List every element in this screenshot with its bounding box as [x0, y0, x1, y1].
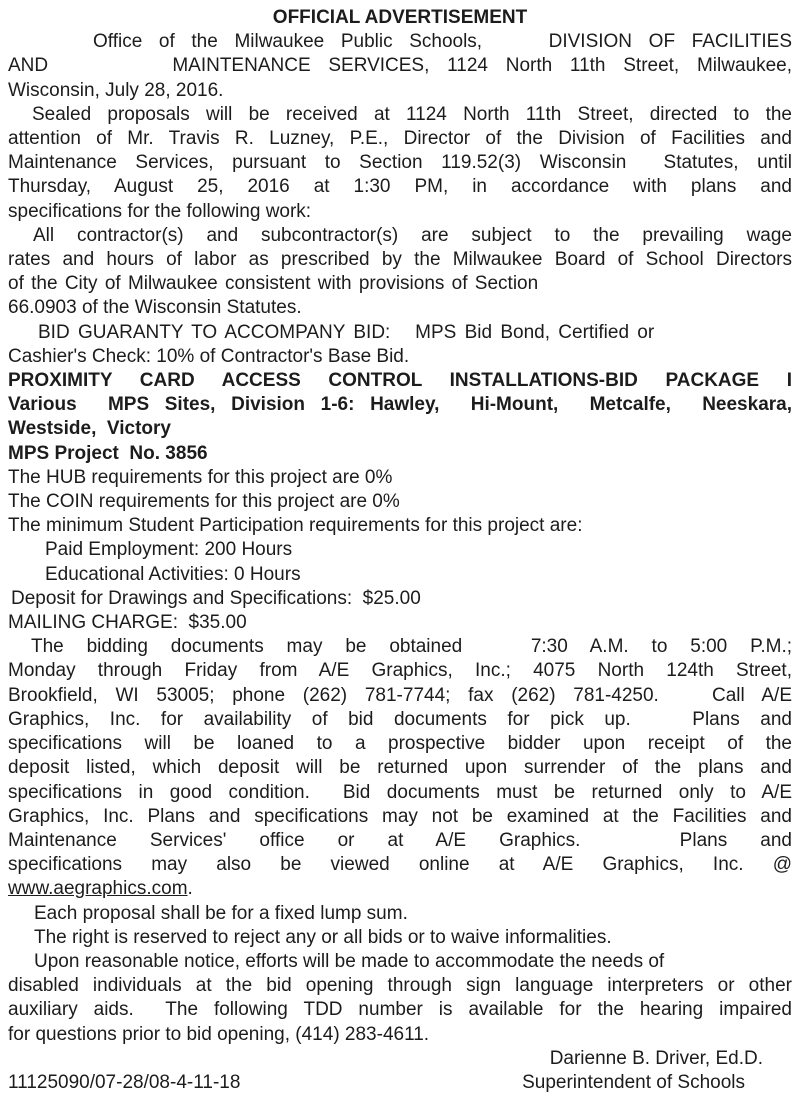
prevailing-wage-line: All contractor(s) and subcontractor(s) are subject to the prevailing wage	[33, 224, 792, 246]
text-line: attention of Mr. Travis R. Luzney, P.E., Director of the Division of Facilities and	[8, 128, 792, 150]
text-line: Monday through Friday from A/E Graphics, Inc.; 4075 North 124th Street,	[8, 660, 792, 682]
educational-activities-line: Educational Activities: 0 Hours	[45, 563, 301, 585]
text-line: Graphics, Inc. Plans and specifications may not be examined at the Facilities and	[8, 805, 792, 827]
text-line: rates and hours of labor as prescribed by the Milwaukee Board of School Directors	[8, 249, 792, 271]
text-line: Westside, Victory	[8, 418, 171, 440]
website-line	[8, 877, 792, 901]
aegraphics-website-link[interactable]: www.aegraphics.com	[8, 878, 188, 900]
mailing-charge-line: MAILING CHARGE: $35.00	[8, 612, 247, 634]
notice-reference-number: 11125090/07-28/08-4-11-18	[8, 1071, 241, 1093]
text-line: 66.0903 of the Wisconsin Statutes.	[8, 297, 302, 319]
text-line: AND MAINTENANCE SERVICES, 1124 North 11th Street, Milwaukee,	[8, 55, 792, 77]
project-number-line: MPS Project No. 3856	[8, 442, 208, 464]
text-line: of the City of Milwaukee consistent with provisions of Section	[8, 273, 539, 295]
text-line: specifications may also be viewed online at A/E Graphics, Inc. @	[8, 854, 792, 876]
sealed-proposals-line: Sealed proposals will be received at 1124 North 11th Street, directed to the	[32, 103, 792, 125]
reject-bids-line: The right is reserved to reject any or all bids or to waive informalities.	[34, 926, 612, 948]
signatory-name: Darienne B. Driver, Ed.D.	[549, 1047, 763, 1069]
bid-deadline-line: Thursday, August 25, 2016 at 1:30 PM, in accordance with plans and	[8, 176, 792, 198]
phone-fax-line: Brookfield, WI 53005; phone (262) 781-7744; fax (262) 781-4250. Call A/E	[8, 684, 792, 706]
sites-list-line: Various MPS Sites, Division 1-6: Hawley, Hi-Mount, Metcalfe, Neeskara,	[8, 394, 792, 416]
text-line: Maintenance Services' office or at A/E Graphics. Plans and	[8, 829, 792, 851]
lump-sum-line: Each proposal shall be for a fixed lump sum.	[34, 902, 408, 924]
bid-guaranty-line: BID GUARANTY TO ACCOMPANY BID: MPS Bid Bond, Certified or	[38, 321, 655, 343]
paid-employment-line: Paid Employment: 200 Hours	[45, 539, 293, 561]
text-line: Cashier's Check: 10% of Contractor's Base Bid.	[8, 345, 410, 367]
text-line: auxiliary aids. The following TDD number is available for the hearing impaired	[8, 999, 792, 1021]
student-participation-line: The minimum Student Participation requirements for this project are:	[8, 515, 583, 537]
text-line: specifications will be loaned to a prospective bidder upon receipt of the	[8, 733, 792, 755]
office-intro-line: Office of the Milwaukee Public Schools, DIVISION OF FACILITIES	[93, 31, 792, 53]
text-line: Graphics, Inc. for availability of bid documents for pick up. Plans and	[8, 708, 792, 730]
hub-requirements-line: The HUB requirements for this project are 0%	[8, 466, 393, 488]
text-line: specifications in good condition. Bid documents must be returned only to A/E	[8, 781, 792, 803]
bid-package-title-line: PROXIMITY CARD ACCESS CONTROL INSTALLATIONS-BID PACKAGE I	[8, 370, 792, 392]
accommodation-line: Upon reasonable notice, efforts will be made to accommodate the needs of	[34, 950, 665, 972]
document-body	[8, 30, 792, 1047]
link-suffix-text: .	[187, 878, 193, 900]
deposit-line: Deposit for Drawings and Specifications: $25.00	[11, 587, 421, 609]
text-line: specifications for the following work:	[8, 200, 312, 222]
text-line: disabled individuals at the bid opening through sign language interpreters or other	[8, 975, 792, 997]
footer	[8, 1071, 792, 1095]
text-line: deposit listed, which deposit will be returned upon surrender of the plans and	[8, 757, 792, 779]
tdd-number-line: for questions prior to bid opening, (414) 283-4611.	[8, 1023, 430, 1045]
notice-date-line: Wisconsin, July 28, 2016.	[8, 79, 224, 101]
signatory-title: Superintendent of Schools	[522, 1071, 745, 1093]
document-title: OFFICIAL ADVERTISEMENT	[272, 7, 528, 28]
text-line: Maintenance Services, pursuant to Section 119.52(3) Wisconsin Statutes, until	[8, 152, 792, 174]
coin-requirements-line: The COIN requirements for this project are 0%	[8, 491, 400, 513]
bidding-documents-line: The bidding documents may be obtained 7:30 A.M. to 5:00 P.M.;	[31, 636, 792, 658]
